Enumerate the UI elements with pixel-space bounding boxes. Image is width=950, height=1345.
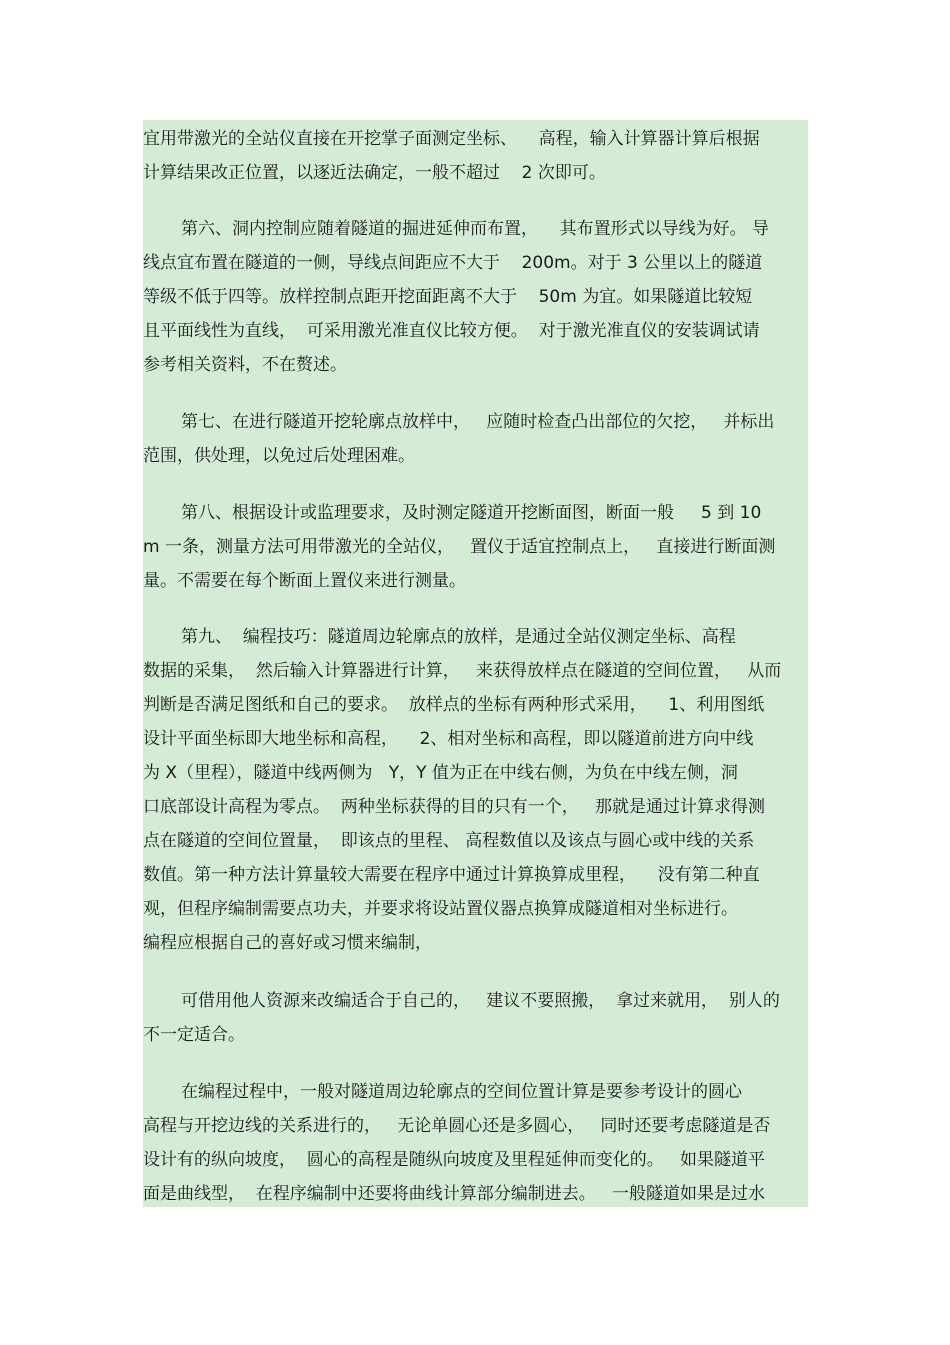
text-line: 参考相关资料，不在赘述。: [143, 355, 347, 375]
paragraph-borrow: [143, 984, 808, 1052]
text-line: 点在隧道的空间位置量， 即该点的里程、 高程数值以及该点与圆心或中线的关系: [143, 831, 755, 851]
text-line: 范围，供处理，以免过后处理困难。: [143, 446, 415, 466]
paragraph-seventh: [143, 405, 808, 473]
text-line: 数据的采集， 然后输入计算器进行计算， 来获得放样点在隧道的空间位置， 从而: [143, 661, 782, 681]
text-line: 等级不低于四等。放样控制点距开挖面距离不大于 50m 为宜。如果隧道比较短: [143, 287, 753, 307]
text-line: 口底部设计高程为零点。 两种坐标获得的目的只有一个， 那就是通过计算求得测: [143, 797, 766, 817]
text-line: 第六、洞内控制应随着隧道的掘进延伸而布置， 其布置形式以导线为好。 导: [181, 219, 770, 239]
text-line: 不一定适合。: [143, 1025, 245, 1045]
text-line: 可借用他人资源来改编适合于自己的， 建议不要照搬， 拿过来就用， 别人的: [181, 991, 780, 1011]
text-line: 判断是否满足图纸和自己的要求。 放样点的坐标有两种形式采用， 1、利用图纸: [143, 695, 765, 715]
paragraph-eighth: [143, 496, 808, 598]
text-line: 第七、在进行隧道开挖轮廓点放样中， 应随时检查凸出部位的欠挖， 并标出: [181, 412, 775, 432]
text-line: 宜用带激光的全站仪直接在开挖掌子面测定坐标、 高程，输入计算器计算后根据: [143, 129, 760, 149]
paragraph-programming: [143, 1075, 808, 1207]
text-line: 线点宜布置在隧道的一侧，导线点间距应不大于 200m。对于 3 公里以上的隧道: [143, 253, 763, 273]
text-line: 设计平面坐标即大地坐标和高程， 2、相对坐标和高程，即以隧道前进方向中线: [143, 729, 754, 749]
text-line: 数值。第一种方法计算量较大需要在程序中通过计算换算成里程， 没有第二种直: [143, 865, 760, 885]
text-line: 面是曲线型， 在程序编制中还要将曲线计算部分编制进去。 一般隧道如果是过水: [143, 1184, 766, 1204]
text-line: 编程应根据自己的喜好或习惯来编制，: [143, 933, 432, 953]
text-line: 且平面线性为直线， 可采用激光准直仪比较方便。 对于激光准直仪的安装调试请: [143, 321, 760, 341]
text-line: 量。不需要在每个断面上置仪来进行测量。: [143, 571, 466, 591]
text-line: 计算结果改正位置，以逐近法确定，一般不超过 2 次即可。: [143, 163, 606, 183]
paragraph-sixth: [143, 212, 808, 382]
text-line: m 一条，测量方法可用带激光的全站仪， 置仪于适宜控制点上， 直接进行断面测: [143, 537, 776, 557]
text-line: 高程与开挖边线的关系进行的， 无论单圆心还是多圆心， 同时还要考虑隧道是否: [143, 1116, 771, 1136]
text-line: 在编程过程中，一般对隧道周边轮廓点的空间位置计算是要参考设计的圆心: [181, 1082, 742, 1102]
text-line: 第九、 编程技巧：隧道周边轮廓点的放样，是通过全站仪测定坐标、高程: [181, 627, 736, 647]
paragraph-continued: [143, 122, 808, 190]
text-line: 观，但程序编制需要点功夫，并要求将设站置仪器点换算成隧道相对坐标进行。: [143, 899, 738, 919]
document-text-block: [143, 120, 808, 1207]
text-line: 第八、根据设计或监理要求，及时测定隧道开挖断面图，断面一般 5 到 10: [181, 503, 762, 523]
text-line: 为 X（里程），隧道中线两侧为 Y，Y 值为正在中线右侧，为负在中线左侧，洞: [143, 763, 738, 783]
text-line: 设计有的纵向坡度， 圆心的高程是随纵向坡度及里程延伸而变化的。 如果隧道平: [143, 1150, 766, 1170]
paragraph-ninth: [143, 620, 808, 960]
